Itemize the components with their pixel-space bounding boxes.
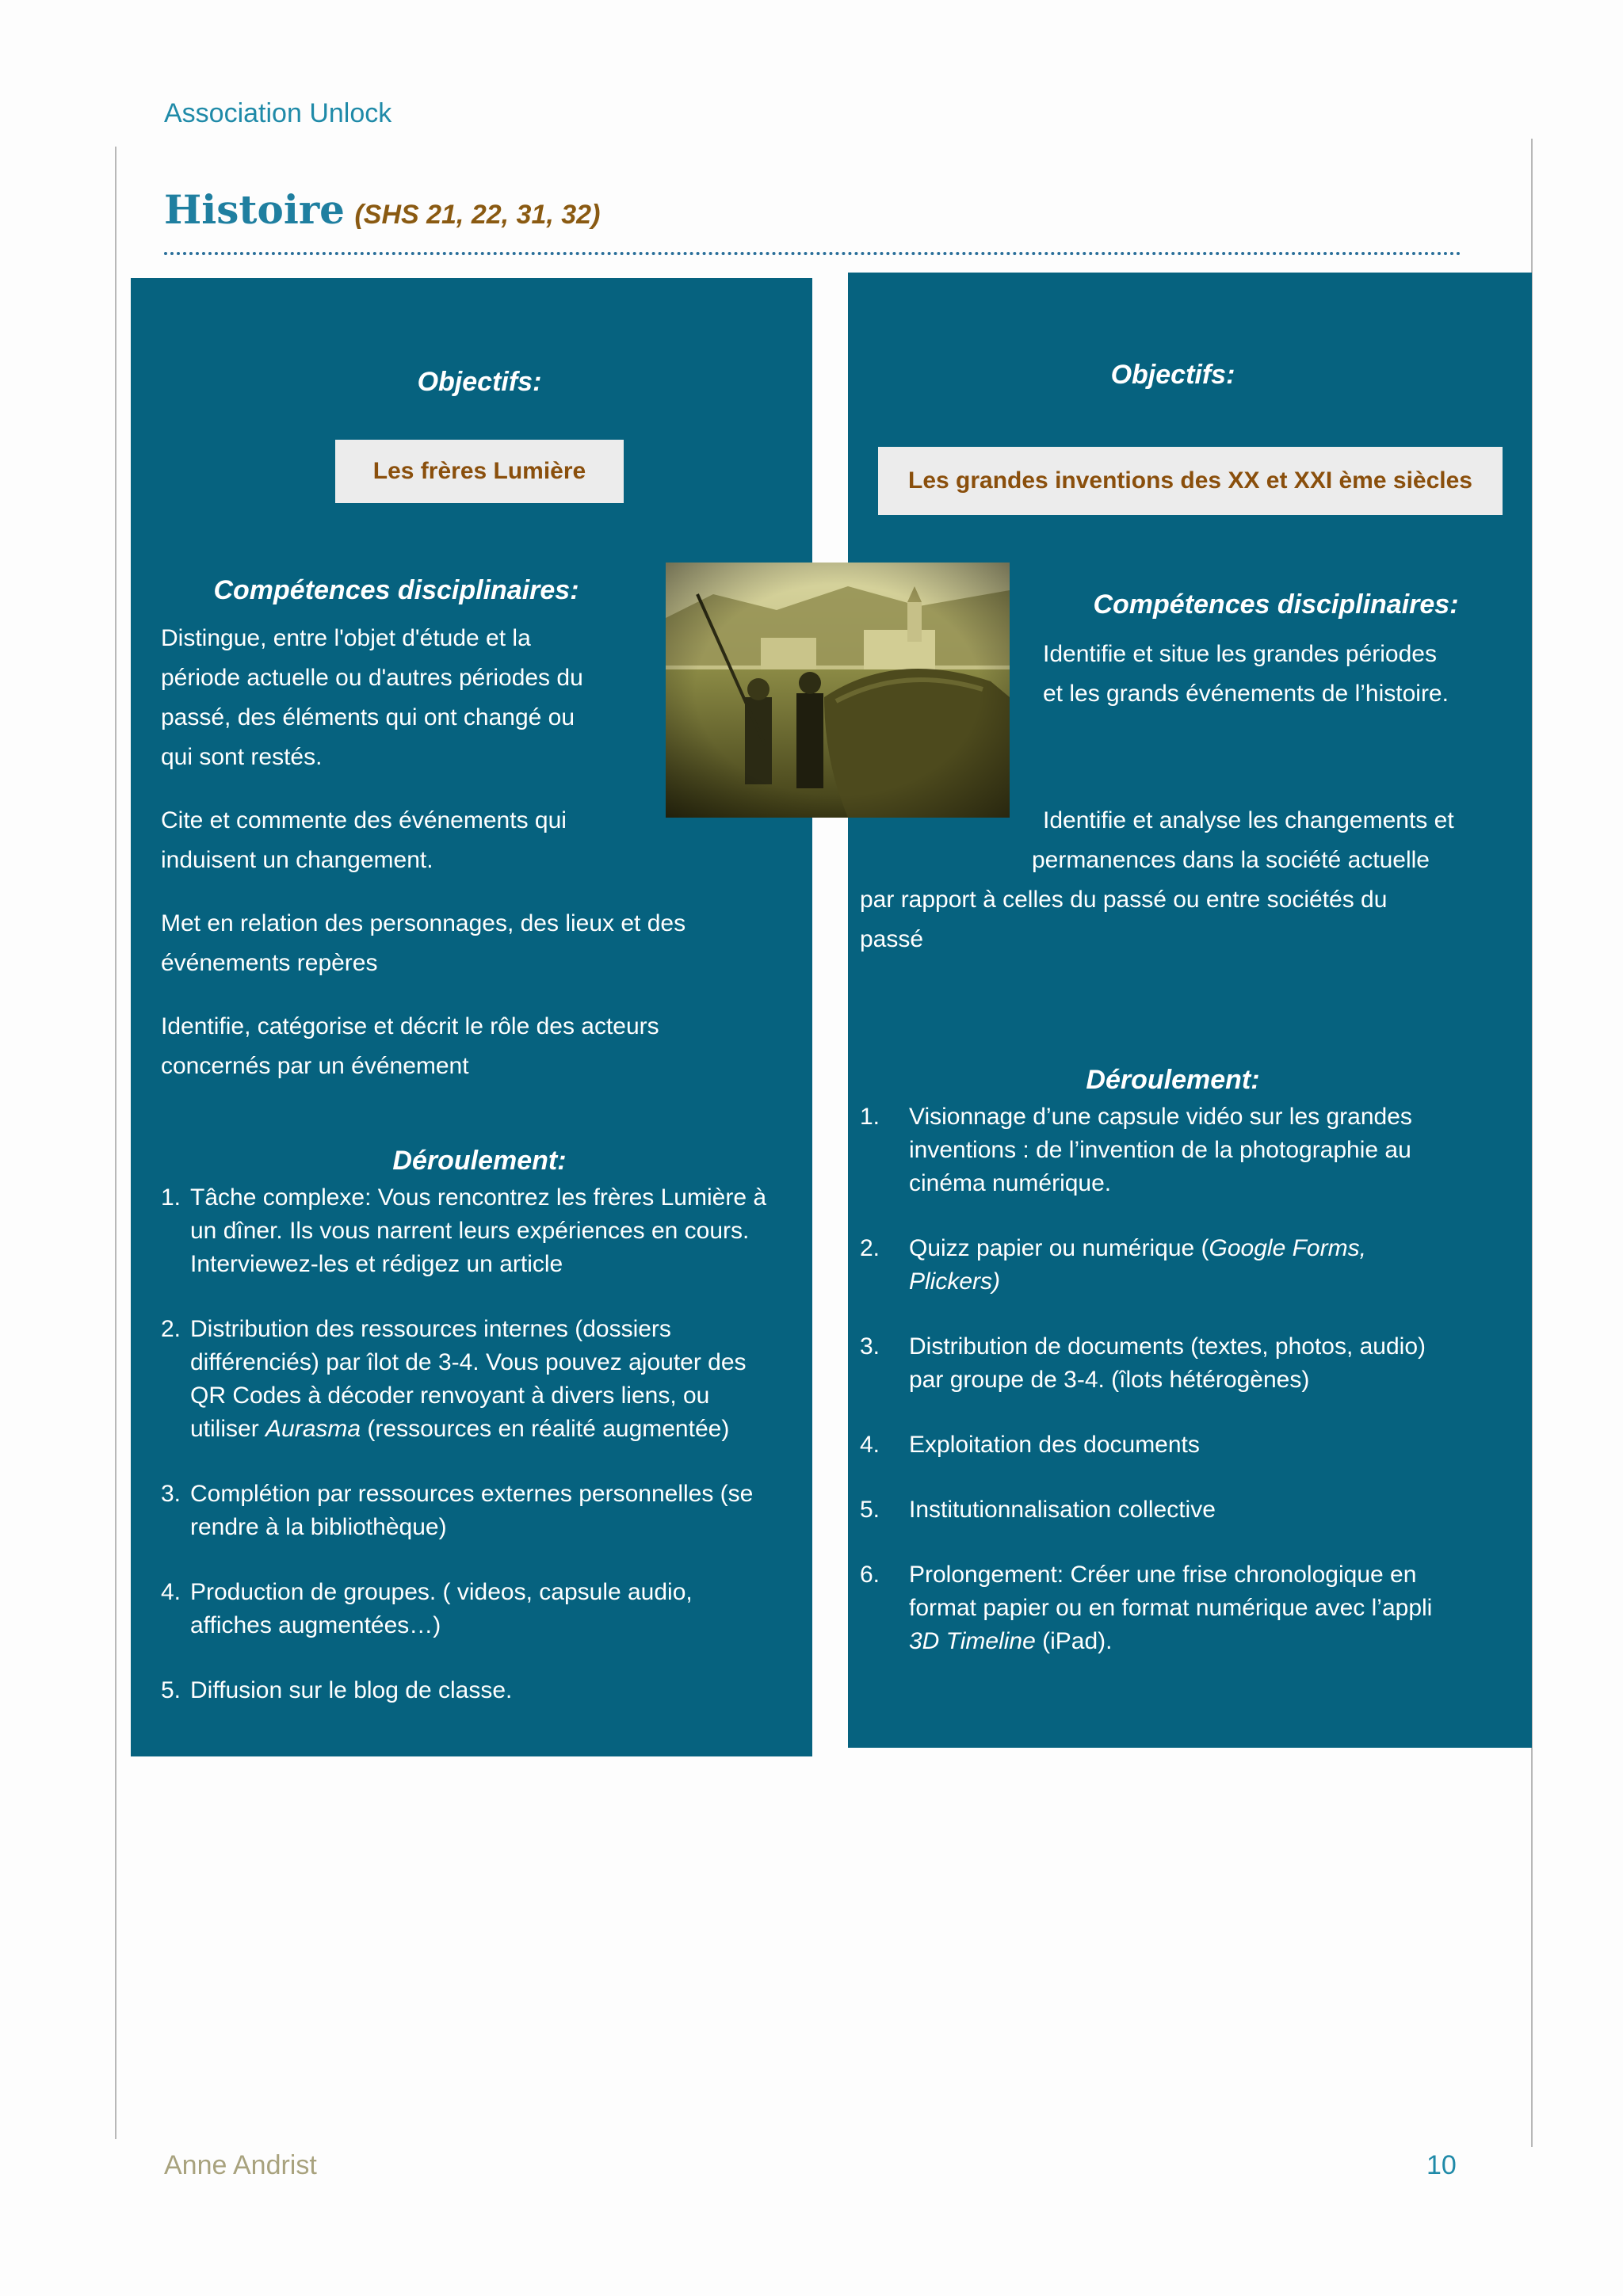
list-item	[860, 1428, 1518, 1462]
text-line: période actuelle ou d'autres périodes du	[161, 665, 583, 691]
step-number: 5.	[161, 1677, 181, 1703]
text-line: rendre à la bibliothèque)	[190, 1514, 447, 1540]
step-number: 4.	[161, 1579, 181, 1605]
list-item	[860, 1558, 1518, 1658]
text-line	[190, 1413, 795, 1446]
step-number: 3.	[860, 1333, 880, 1360]
text-line: Distribution des ressources internes (dossiers	[190, 1316, 671, 1342]
step-number: 5.	[860, 1497, 880, 1523]
step-number: 4.	[860, 1432, 880, 1458]
text-line: Production de groupes. ( videos, capsule audio,	[190, 1579, 693, 1605]
text-line: Interviewez-les et rédigez un article	[190, 1251, 563, 1277]
text-line: un dîner. Ils vous narrent leurs expériences en cours.	[190, 1218, 750, 1244]
plickers-label: Plickers)	[909, 1268, 1001, 1295]
text-line: passé	[860, 926, 924, 952]
text-line: Complétion par ressources externes personnelles (se	[190, 1481, 754, 1507]
list-item	[860, 1100, 1518, 1200]
step-number: 6.	[860, 1562, 880, 1588]
step-number: 2.	[860, 1235, 880, 1261]
step-number: 3.	[161, 1481, 181, 1507]
text-line: permanences dans la société actuelle	[1032, 847, 1430, 873]
text-span: (iPad).	[1035, 1628, 1113, 1654]
step-number: 1.	[860, 1104, 880, 1130]
title-histoire: Histoire	[164, 186, 345, 233]
right-objectives-heading: Objectifs:	[1110, 360, 1235, 390]
right-objective-box: Les grandes inventions des XX et XXI ème siècles	[878, 447, 1503, 515]
page-number: 10	[1426, 2150, 1457, 2180]
google-forms-label: Google Forms,	[1209, 1235, 1366, 1261]
text-span: (ressources en réalité augmentée)	[361, 1416, 730, 1442]
header-organization: Association Unlock	[164, 98, 392, 128]
photo-illustration	[666, 563, 1010, 818]
text-line: induisent un changement.	[161, 847, 433, 873]
text-line: événements repères	[161, 950, 378, 976]
right-steps-list	[860, 1100, 1518, 1658]
dotted-divider	[164, 252, 1461, 255]
text-line: et les grands événements de l’histoire.	[1043, 681, 1449, 707]
text-line: concernés par un événement	[161, 1053, 469, 1079]
text-line: QR Codes à décoder renvoyant à divers liens, ou	[190, 1383, 710, 1409]
text-line: Distingue, entre l'objet d'étude et la	[161, 625, 531, 651]
list-item	[161, 1478, 795, 1544]
text-span: Quizz papier ou numérique (	[909, 1235, 1209, 1261]
left-deroulement-heading: Déroulement:	[392, 1146, 567, 1176]
left-competences-heading: Compétences disciplinaires:	[213, 575, 579, 605]
text-line: Diffusion sur le blog de classe.	[190, 1677, 513, 1703]
page-title	[164, 186, 600, 233]
text-line: qui sont restés.	[161, 744, 323, 770]
left-objective-box: Les frères Lumière	[335, 440, 624, 503]
list-item	[161, 1576, 795, 1642]
text-line: cinéma numérique.	[909, 1170, 1112, 1196]
text-line: Tâche complexe: Vous rencontrez les frères Lumière à	[190, 1184, 767, 1211]
text-line: Identifie et situe les grandes périodes	[1043, 641, 1437, 667]
list-item	[161, 1181, 795, 1281]
list-item	[161, 1674, 795, 1707]
list-item	[860, 1232, 1518, 1299]
right-competences-heading: Compétences disciplinaires:	[1093, 589, 1459, 620]
text-line: Institutionnalisation collective	[909, 1497, 1216, 1523]
text-line: Visionnage d’une capsule vidéo sur les grandes	[909, 1104, 1412, 1130]
text-line	[909, 1265, 1518, 1299]
text-line: Met en relation des personnages, des lieux et des	[161, 910, 686, 936]
step-number: 2.	[161, 1316, 181, 1342]
left-steps-list	[161, 1181, 795, 1707]
text-line: Prolongement: Créer une frise chronologique en	[909, 1562, 1417, 1588]
text-line	[909, 1232, 1518, 1265]
title-codes: (SHS 21, 22, 31, 32)	[354, 200, 601, 230]
list-item	[860, 1493, 1518, 1527]
text-line: Cite et commente des événements qui	[161, 807, 567, 833]
text-line: inventions : de l’invention de la photographie au	[909, 1137, 1411, 1163]
footer-author: Anne Andrist	[164, 2150, 317, 2180]
text-line: Identifie et analyse les changements et	[1043, 807, 1454, 833]
text-line: Identifie, catégorise et décrit le rôle des acteurs	[161, 1013, 659, 1039]
aurasma-label: Aurasma	[265, 1416, 361, 1442]
text-span: utiliser	[190, 1416, 266, 1442]
right-deroulement-heading: Déroulement:	[1086, 1065, 1260, 1095]
step-number: 1.	[161, 1184, 181, 1211]
text-line: passé, des éléments qui ont changé ou	[161, 704, 575, 730]
text-line: Distribution de documents (textes, photos, audio)	[909, 1333, 1426, 1360]
text-line: format papier ou en format numérique avec l’appli	[909, 1595, 1433, 1621]
text-line: par groupe de 3-4. (îlots hétérogènes)	[909, 1367, 1310, 1393]
text-line: Exploitation des documents	[909, 1432, 1200, 1458]
text-line	[909, 1625, 1518, 1658]
right-panel	[848, 273, 1532, 1748]
timeline-app-label: 3D Timeline	[909, 1628, 1036, 1654]
left-margin-line	[115, 147, 116, 2139]
left-objectives-heading: Objectifs:	[417, 367, 542, 397]
text-line: par rapport à celles du passé ou entre sociétés du	[860, 887, 1388, 913]
vintage-village-photo	[666, 563, 1010, 818]
text-line: affiches augmentées…)	[190, 1612, 441, 1638]
list-item	[860, 1330, 1518, 1397]
list-item	[161, 1313, 795, 1446]
text-line: différenciés) par îlot de 3-4. Vous pouvez ajouter des	[190, 1349, 747, 1375]
left-panel	[131, 278, 812, 1756]
